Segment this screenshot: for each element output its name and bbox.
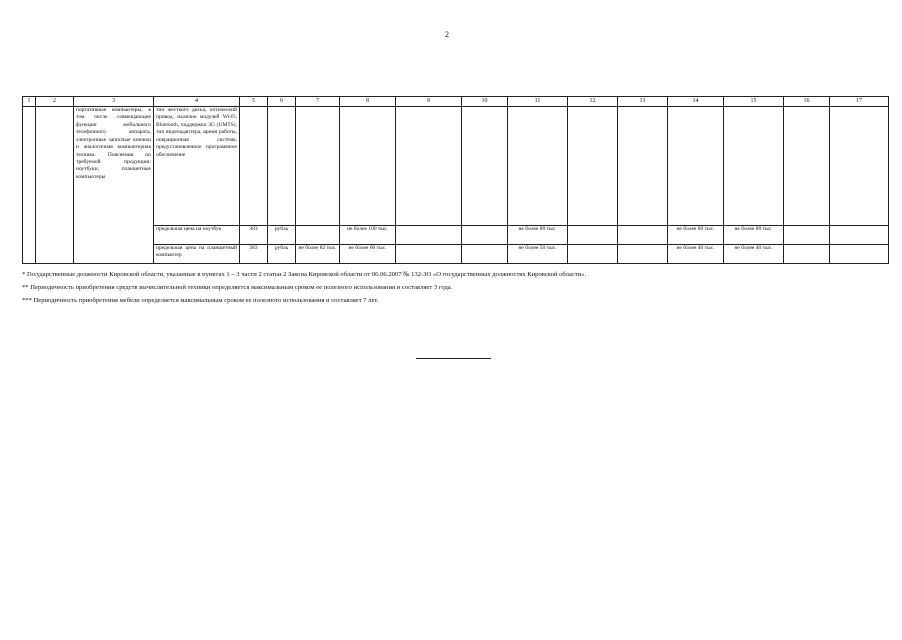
- unit-cell: рубль: [268, 226, 296, 245]
- column-header: 11: [508, 97, 568, 107]
- value-cell: не более 40 тыс.: [724, 245, 784, 264]
- table-cell: [462, 226, 508, 245]
- table-cell: [618, 107, 668, 226]
- column-header: 6: [268, 97, 296, 107]
- value-cell: не более 100 тыс.: [340, 226, 396, 245]
- table-cell: [462, 245, 508, 264]
- table-cell: [830, 245, 889, 264]
- value-cell: не более 80 тыс.: [508, 226, 568, 245]
- column-number-row: [23, 97, 889, 107]
- value-cell: [296, 226, 340, 245]
- table-cell: [784, 226, 830, 245]
- table-cell: [396, 245, 462, 264]
- column-header: 3: [74, 97, 154, 107]
- value-cell: не более 82 тыс.: [296, 245, 340, 264]
- value-cell: не более 60 тыс.: [340, 245, 396, 264]
- procurement-table: [22, 96, 889, 264]
- footnote-1: * Государственные должности Кировской области, указанные в пунктах 1 – 3 части 2 статьи 2 Закона Кировской области от 06.06.2007 № 132-ЗО «О государственных должностях Кировской области».: [22, 271, 587, 278]
- column-header: 16: [784, 97, 830, 107]
- table-cell: [618, 245, 668, 264]
- table-cell: [568, 245, 618, 264]
- value-cell: не более 80 тыс.: [668, 226, 724, 245]
- column-header: 14: [668, 97, 724, 107]
- column-header: 12: [568, 97, 618, 107]
- column-header: 17: [830, 97, 889, 107]
- table-cell: [784, 245, 830, 264]
- value-cell: не более 80 тыс.: [724, 226, 784, 245]
- table-cell: [830, 226, 889, 245]
- column-header: 15: [724, 97, 784, 107]
- column-header: 4: [154, 97, 240, 107]
- footnote-2: ** Периодичность приобретения средств вычислительной техники определяется максимальным сроком ее полезного использования и составляет 3 года.: [22, 284, 453, 291]
- value-cell: не более 50 тыс.: [508, 245, 568, 264]
- table-cell: [296, 107, 340, 226]
- okei-code-cell: 383: [240, 245, 268, 264]
- price-limit-label: предельная цена на планшетный компьютер: [154, 245, 240, 264]
- column-header: 10: [462, 97, 508, 107]
- okei-code-cell: 383: [240, 226, 268, 245]
- table-cell: [340, 107, 396, 226]
- table-cell: [396, 226, 462, 245]
- table-cell: [568, 226, 618, 245]
- table-cell: [462, 107, 508, 226]
- value-cell: не более 40 тыс.: [668, 245, 724, 264]
- footnotes: [22, 271, 888, 310]
- table-cell: [724, 107, 784, 226]
- price-limit-label: предельная цена на ноутбук: [154, 226, 240, 245]
- table-cell: [268, 107, 296, 226]
- table-cell: [830, 107, 889, 226]
- table-cell: [36, 107, 74, 264]
- column-header: 7: [296, 97, 340, 107]
- column-header: 8: [340, 97, 396, 107]
- table-cell: [618, 226, 668, 245]
- column-header: 5: [240, 97, 268, 107]
- table-cell: [784, 107, 830, 226]
- table-cell: [568, 107, 618, 226]
- page-number: 2: [445, 30, 449, 39]
- table-cell: [240, 107, 268, 226]
- table-cell: [396, 107, 462, 226]
- column-header: 13: [618, 97, 668, 107]
- characteristics-cell: тип жесткого диска, оптический привод, наличие модулей Wi-Fi, Bluetooth, поддержки 3G (UMTS), тип видеоадаптера, время работы, операционная система, предустановленное программное обеспечение: [154, 107, 240, 226]
- product-description-cell: портативные компьютеры, в том числе совмещающие функции мобильного телефонного аппарата, электронные записные книжки и аналогичная компьютерная техника. Пояснения по требуемой продукции: ноутбуки, планшетные компьютеры: [74, 107, 154, 264]
- footnote-3: *** Периодичность приобретения мебели определяется максимальным сроком ее полезного использования и составляет 7 лет.: [22, 297, 379, 304]
- table-cell: [668, 107, 724, 226]
- column-header: 1: [23, 97, 36, 107]
- table-cell: [23, 107, 36, 264]
- end-separator-line: [416, 358, 491, 359]
- table-row: [23, 107, 889, 226]
- column-header: 9: [396, 97, 462, 107]
- column-header: 2: [36, 97, 74, 107]
- unit-cell: рубль: [268, 245, 296, 264]
- table-cell: [508, 107, 568, 226]
